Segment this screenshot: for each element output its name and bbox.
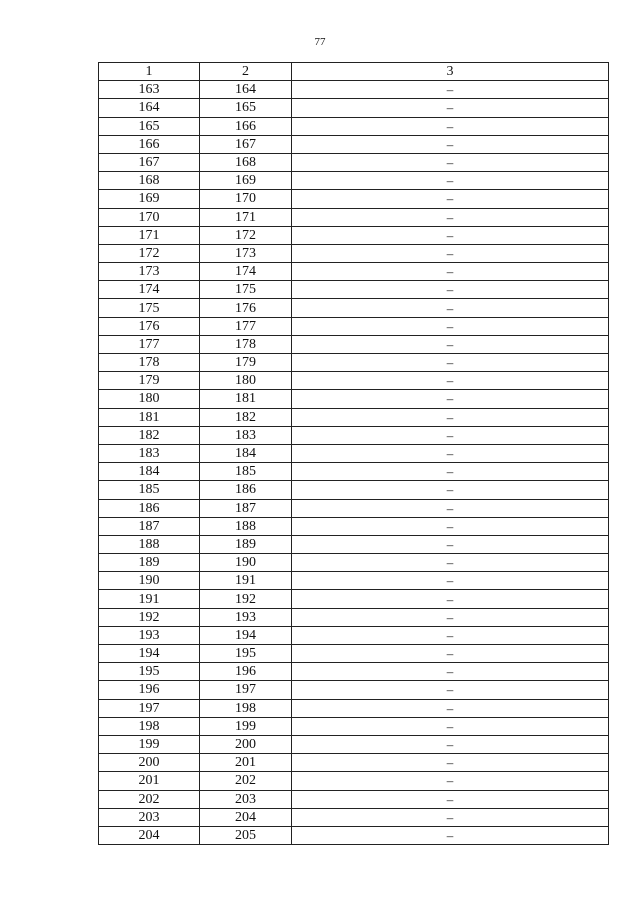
table-cell-col2: 198 bbox=[200, 699, 292, 717]
table-cell-col2: 182 bbox=[200, 408, 292, 426]
table-row bbox=[99, 645, 609, 663]
table-cell-col3: – bbox=[292, 626, 609, 644]
table-cell-col3: – bbox=[292, 826, 609, 844]
table-cell-col2: 173 bbox=[200, 244, 292, 262]
table-cell-col1: 199 bbox=[99, 735, 200, 753]
table-cell-col3: – bbox=[292, 408, 609, 426]
table-cell-col1: 188 bbox=[99, 535, 200, 553]
table-cell-col3: – bbox=[292, 463, 609, 481]
table-cell-col2: 177 bbox=[200, 317, 292, 335]
table-cell-col1: 204 bbox=[99, 826, 200, 844]
table-cell-col3: – bbox=[292, 390, 609, 408]
table-row bbox=[99, 735, 609, 753]
table-cell-col1: 171 bbox=[99, 226, 200, 244]
table-cell-col1: 164 bbox=[99, 99, 200, 117]
table-cell-col2: 204 bbox=[200, 808, 292, 826]
table-row bbox=[99, 390, 609, 408]
table-cell-col2: 191 bbox=[200, 572, 292, 590]
table-cell-col1: 175 bbox=[99, 299, 200, 317]
table-row bbox=[99, 208, 609, 226]
table-cell-col3: – bbox=[292, 263, 609, 281]
table-cell-col3: – bbox=[292, 645, 609, 663]
table-cell-col1: 194 bbox=[99, 645, 200, 663]
table-cell-col3: – bbox=[292, 372, 609, 390]
table-row bbox=[99, 826, 609, 844]
table-cell-col1: 192 bbox=[99, 608, 200, 626]
table-cell-col3: – bbox=[292, 590, 609, 608]
table-cell-col2: 189 bbox=[200, 535, 292, 553]
table-cell-col1: 196 bbox=[99, 681, 200, 699]
table-cell-col3: – bbox=[292, 317, 609, 335]
table-row bbox=[99, 608, 609, 626]
table-cell-col3: – bbox=[292, 808, 609, 826]
table-row bbox=[99, 135, 609, 153]
table-row bbox=[99, 299, 609, 317]
table-cell-col1: 179 bbox=[99, 372, 200, 390]
table-cell-col3: – bbox=[292, 699, 609, 717]
table-row bbox=[99, 681, 609, 699]
table-row bbox=[99, 372, 609, 390]
table-cell-col3: – bbox=[292, 681, 609, 699]
table-cell-col1: 195 bbox=[99, 663, 200, 681]
table-cell-col2: 180 bbox=[200, 372, 292, 390]
table-cell-col1: 181 bbox=[99, 408, 200, 426]
table-cell-col1: 182 bbox=[99, 426, 200, 444]
table-row bbox=[99, 172, 609, 190]
table-cell-col1: 203 bbox=[99, 808, 200, 826]
table-cell-col1: 172 bbox=[99, 244, 200, 262]
table-row bbox=[99, 572, 609, 590]
table-cell-col1: 186 bbox=[99, 499, 200, 517]
table-cell-col2: 203 bbox=[200, 790, 292, 808]
table-cell-col1: 180 bbox=[99, 390, 200, 408]
table-row bbox=[99, 117, 609, 135]
table-cell-col2: 200 bbox=[200, 735, 292, 753]
table-cell-col2: 190 bbox=[200, 554, 292, 572]
table-cell-col3: – bbox=[292, 481, 609, 499]
table-cell-col2: 194 bbox=[200, 626, 292, 644]
table-cell-col2: 188 bbox=[200, 517, 292, 535]
table-cell-col1: 177 bbox=[99, 335, 200, 353]
table-cell-col3: – bbox=[292, 135, 609, 153]
table-cell-col1: 200 bbox=[99, 754, 200, 772]
table-cell-col2: 171 bbox=[200, 208, 292, 226]
table-cell-col3: – bbox=[292, 663, 609, 681]
table-cell-col2: 205 bbox=[200, 826, 292, 844]
table-cell-col3: – bbox=[292, 717, 609, 735]
table-cell-col1: 193 bbox=[99, 626, 200, 644]
table-row bbox=[99, 317, 609, 335]
table-cell-col2: 179 bbox=[200, 354, 292, 372]
table-cell-col3: – bbox=[292, 281, 609, 299]
table-cell-col1: 202 bbox=[99, 790, 200, 808]
table-cell-col3: – bbox=[292, 572, 609, 590]
table-cell-col3: – bbox=[292, 517, 609, 535]
table-cell-col2: 178 bbox=[200, 335, 292, 353]
table-cell-col2: 192 bbox=[200, 590, 292, 608]
table-cell-col3: – bbox=[292, 299, 609, 317]
table-row bbox=[99, 81, 609, 99]
table-cell-col2: 172 bbox=[200, 226, 292, 244]
table-cell-col1: 184 bbox=[99, 463, 200, 481]
table-cell-col3: – bbox=[292, 608, 609, 626]
table-cell-col2: 183 bbox=[200, 426, 292, 444]
table-row bbox=[99, 699, 609, 717]
table-row bbox=[99, 444, 609, 462]
table-row bbox=[99, 463, 609, 481]
table-row bbox=[99, 190, 609, 208]
table-cell-col1: 176 bbox=[99, 317, 200, 335]
table-row bbox=[99, 590, 609, 608]
table-cell-col3: – bbox=[292, 535, 609, 553]
table-row bbox=[99, 772, 609, 790]
table-row bbox=[99, 717, 609, 735]
table-cell-col3: – bbox=[292, 244, 609, 262]
table-body bbox=[99, 81, 609, 845]
table-cell-col2: 184 bbox=[200, 444, 292, 462]
table-cell-col2: 174 bbox=[200, 263, 292, 281]
table-row bbox=[99, 554, 609, 572]
table-cell-col3: – bbox=[292, 335, 609, 353]
table-cell-col2: 185 bbox=[200, 463, 292, 481]
table-cell-col1: 178 bbox=[99, 354, 200, 372]
table-cell-col1: 201 bbox=[99, 772, 200, 790]
table-row bbox=[99, 226, 609, 244]
table-cell-col1: 173 bbox=[99, 263, 200, 281]
table-cell-col3: – bbox=[292, 81, 609, 99]
table-cell-col3: – bbox=[292, 735, 609, 753]
table-cell-col1: 174 bbox=[99, 281, 200, 299]
table-cell-col1: 168 bbox=[99, 172, 200, 190]
table-cell-col3: – bbox=[292, 117, 609, 135]
table-row bbox=[99, 408, 609, 426]
table-cell-col1: 165 bbox=[99, 117, 200, 135]
table-row bbox=[99, 517, 609, 535]
table-row bbox=[99, 790, 609, 808]
table-row bbox=[99, 426, 609, 444]
table-row bbox=[99, 99, 609, 117]
table-header-row bbox=[99, 63, 609, 81]
table-cell-col2: 164 bbox=[200, 81, 292, 99]
table-cell-col3: – bbox=[292, 426, 609, 444]
table-row bbox=[99, 626, 609, 644]
table-cell-col3: – bbox=[292, 354, 609, 372]
table-cell-col2: 165 bbox=[200, 99, 292, 117]
table-cell-col3: – bbox=[292, 99, 609, 117]
table-row bbox=[99, 244, 609, 262]
table-row bbox=[99, 354, 609, 372]
table-cell-col1: 170 bbox=[99, 208, 200, 226]
table-cell-col2: 169 bbox=[200, 172, 292, 190]
table-cell-col2: 196 bbox=[200, 663, 292, 681]
table-cell-col2: 193 bbox=[200, 608, 292, 626]
table-cell-col2: 167 bbox=[200, 135, 292, 153]
table-cell-col2: 176 bbox=[200, 299, 292, 317]
table-cell-col3: – bbox=[292, 226, 609, 244]
table-cell-col3: – bbox=[292, 499, 609, 517]
column-header-2: 2 bbox=[200, 63, 292, 81]
column-header-1: 1 bbox=[99, 63, 200, 81]
table-row bbox=[99, 263, 609, 281]
table-cell-col3: – bbox=[292, 554, 609, 572]
table-cell-col3: – bbox=[292, 754, 609, 772]
table-cell-col2: 197 bbox=[200, 681, 292, 699]
table-cell-col1: 166 bbox=[99, 135, 200, 153]
table-cell-col2: 195 bbox=[200, 645, 292, 663]
table-cell-col2: 170 bbox=[200, 190, 292, 208]
table-cell-col1: 191 bbox=[99, 590, 200, 608]
table-cell-col1: 187 bbox=[99, 517, 200, 535]
table-cell-col2: 201 bbox=[200, 754, 292, 772]
data-table bbox=[98, 62, 609, 845]
table-cell-col1: 185 bbox=[99, 481, 200, 499]
table-cell-col3: – bbox=[292, 790, 609, 808]
table-cell-col2: 181 bbox=[200, 390, 292, 408]
table-cell-col2: 168 bbox=[200, 153, 292, 171]
table-cell-col1: 190 bbox=[99, 572, 200, 590]
table-row bbox=[99, 499, 609, 517]
table-row bbox=[99, 281, 609, 299]
table-cell-col2: 186 bbox=[200, 481, 292, 499]
table-cell-col1: 183 bbox=[99, 444, 200, 462]
table-row bbox=[99, 481, 609, 499]
table-cell-col3: – bbox=[292, 208, 609, 226]
table-cell-col2: 202 bbox=[200, 772, 292, 790]
table-cell-col2: 187 bbox=[200, 499, 292, 517]
table-cell-col1: 163 bbox=[99, 81, 200, 99]
table-cell-col3: – bbox=[292, 444, 609, 462]
table-row bbox=[99, 754, 609, 772]
table-cell-col1: 169 bbox=[99, 190, 200, 208]
column-header-3: 3 bbox=[292, 63, 609, 81]
table-cell-col3: – bbox=[292, 772, 609, 790]
table-row bbox=[99, 335, 609, 353]
table-row bbox=[99, 663, 609, 681]
table-cell-col3: – bbox=[292, 190, 609, 208]
page-number: 77 bbox=[314, 36, 326, 48]
table-cell-col1: 198 bbox=[99, 717, 200, 735]
table-cell-col1: 167 bbox=[99, 153, 200, 171]
table-cell-col1: 189 bbox=[99, 554, 200, 572]
table-cell-col2: 175 bbox=[200, 281, 292, 299]
table-cell-col1: 197 bbox=[99, 699, 200, 717]
table-row bbox=[99, 535, 609, 553]
table-row bbox=[99, 808, 609, 826]
table-cell-col3: – bbox=[292, 153, 609, 171]
table-cell-col2: 166 bbox=[200, 117, 292, 135]
table-cell-col2: 199 bbox=[200, 717, 292, 735]
table-cell-col3: – bbox=[292, 172, 609, 190]
table-row bbox=[99, 153, 609, 171]
